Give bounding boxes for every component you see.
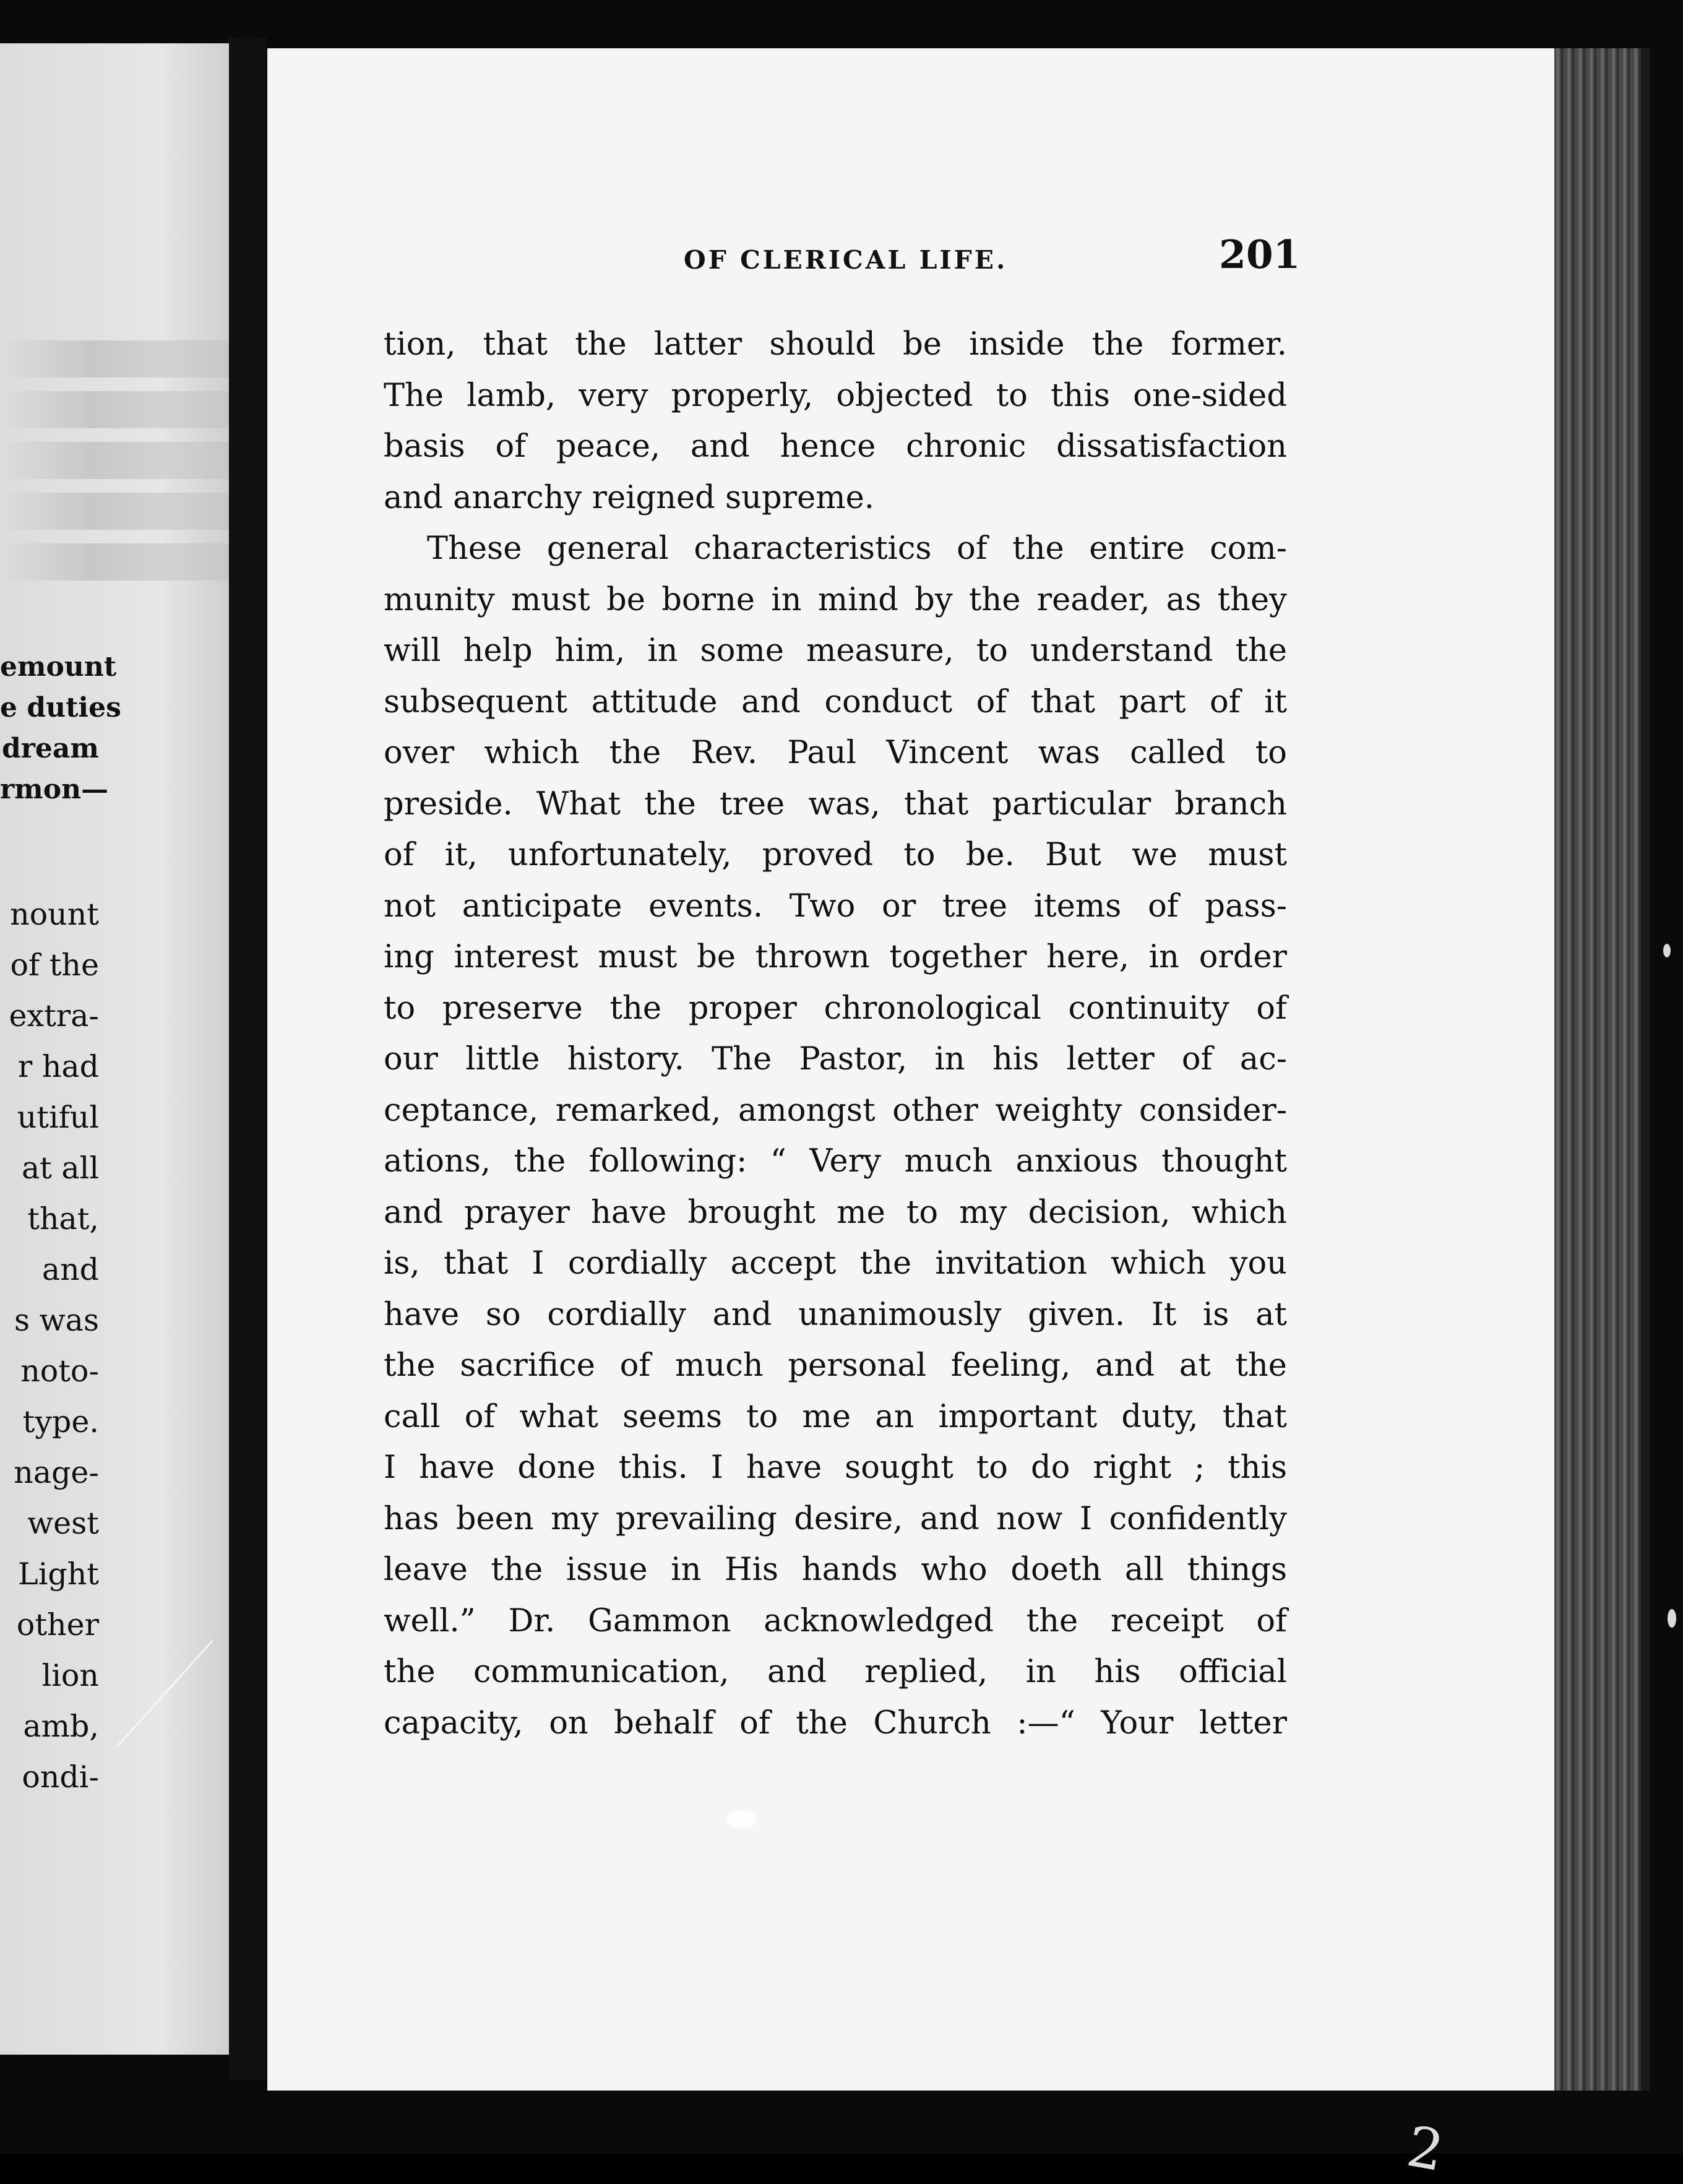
left-fragment-line: and [41, 1252, 99, 1287]
text-line: munity must be borne in mind by the reader, as they [384, 581, 1287, 618]
left-fragment-line: of the [10, 947, 99, 983]
left-page-text-fragments [0, 647, 121, 1803]
text-line: and prayer have brought me to my decision, which [384, 1194, 1287, 1231]
left-fragment-line: nount [10, 897, 99, 932]
text-line: is, that I cordially accept the invitation which you [384, 1245, 1287, 1282]
text-line: ations, the following: “ Very much anxious thought [384, 1143, 1287, 1180]
left-fragment-line: e duties [0, 692, 121, 723]
text-line: over which the Rev. Paul Vincent was called to [384, 735, 1287, 771]
book-gutter [229, 37, 266, 2079]
page-edges-shadow [1641, 48, 1650, 2091]
left-fragment-line: dream [1, 733, 99, 764]
left-fragment-line: s was [14, 1303, 99, 1338]
text-line: well.” Dr. Gammon acknowledged the receipt of [384, 1602, 1287, 1639]
text-line: not anticipate events. Two or tree items of pass- [384, 887, 1287, 925]
scan-speck [727, 1810, 757, 1829]
left-fragment-line: at all [21, 1150, 99, 1186]
text-line: tion, that the latter should be inside the former. [384, 326, 1287, 363]
left-fragment-line: utiful [17, 1100, 99, 1135]
page-edges [1554, 48, 1641, 2091]
text-line: I have done this. I have sought to do right ; this [384, 1449, 1287, 1486]
left-fragment-line: emount [0, 651, 117, 683]
left-fragment-line: Light [18, 1556, 99, 1592]
running-head: OF CLERICAL LIFE. [684, 245, 1008, 275]
text-line: the communication, and replied, in his official [384, 1654, 1287, 1690]
text-line: preside. What the tree was, that particular branch [384, 785, 1287, 822]
left-fragment-line: amb, [23, 1709, 99, 1744]
text-line: has been my prevailing desire, and now I confidently [384, 1500, 1287, 1537]
bleed-through-line [0, 442, 229, 479]
bleed-through-line [0, 340, 229, 378]
text-line: ceptance, remarked, amongst other weighty consider- [384, 1092, 1287, 1129]
scan-speck [1668, 1609, 1676, 1628]
left-fragment-line: r had [17, 1049, 99, 1084]
text-line: subsequent attitude and conduct of that part of it [384, 683, 1287, 720]
left-fragment-gap [0, 810, 99, 889]
corner-handwritten-mark: 2 [1402, 2113, 1448, 2184]
left-fragment-line: ondi- [22, 1759, 99, 1795]
text-line: basis of peace, and hence chronic dissatisfaction [384, 428, 1287, 465]
left-fragment-line: west [27, 1506, 99, 1541]
left-fragment-line: nage- [14, 1455, 99, 1490]
body-text [384, 319, 1287, 1749]
bleed-through-line [0, 493, 229, 530]
text-line: call of what seems to me an important duty, that [384, 1398, 1287, 1435]
text-line: capacity, on behalf of the Church :—“ Your letter [384, 1704, 1287, 1742]
text-line: and anarchy reigned supreme. [384, 479, 874, 516]
text-line: These general characteristics of the entire com- [427, 530, 1287, 567]
text-line: to preserve the proper chronological continuity of [384, 990, 1287, 1027]
page-number: 201 [1219, 231, 1301, 277]
text-line: will help him, in some measure, to understand the [384, 632, 1287, 669]
text-line: The lamb, very properly, objected to this one-sided [384, 377, 1287, 414]
left-fragment-line: noto- [20, 1353, 99, 1389]
text-line: ing interest must be thrown together here, in order [384, 939, 1287, 975]
left-fragment-line: lion [41, 1658, 99, 1693]
bleed-through-lines [0, 340, 229, 594]
left-fragment-line: rmon— [0, 774, 109, 805]
left-fragment-line: type. [22, 1404, 99, 1439]
left-fragment-line: other [16, 1607, 99, 1642]
text-line: leave the issue in His hands who doeth all things [384, 1552, 1287, 1588]
scan-speck [1663, 944, 1671, 957]
bleed-through-line [0, 543, 229, 581]
left-facing-page [0, 43, 229, 2055]
left-fragment-line: extra- [9, 998, 99, 1034]
left-fragment-line: that, [27, 1201, 99, 1237]
text-line: have so cordially and unanimously given. It is at [384, 1296, 1287, 1333]
text-line: of it, unfortunately, proved to be. But we must [384, 837, 1287, 873]
text-line: our little history. The Pastor, in his letter of ac- [384, 1041, 1287, 1077]
bleed-through-line [0, 391, 229, 428]
text-line: the sacrifice of much personal feeling, and at the [384, 1347, 1287, 1384]
